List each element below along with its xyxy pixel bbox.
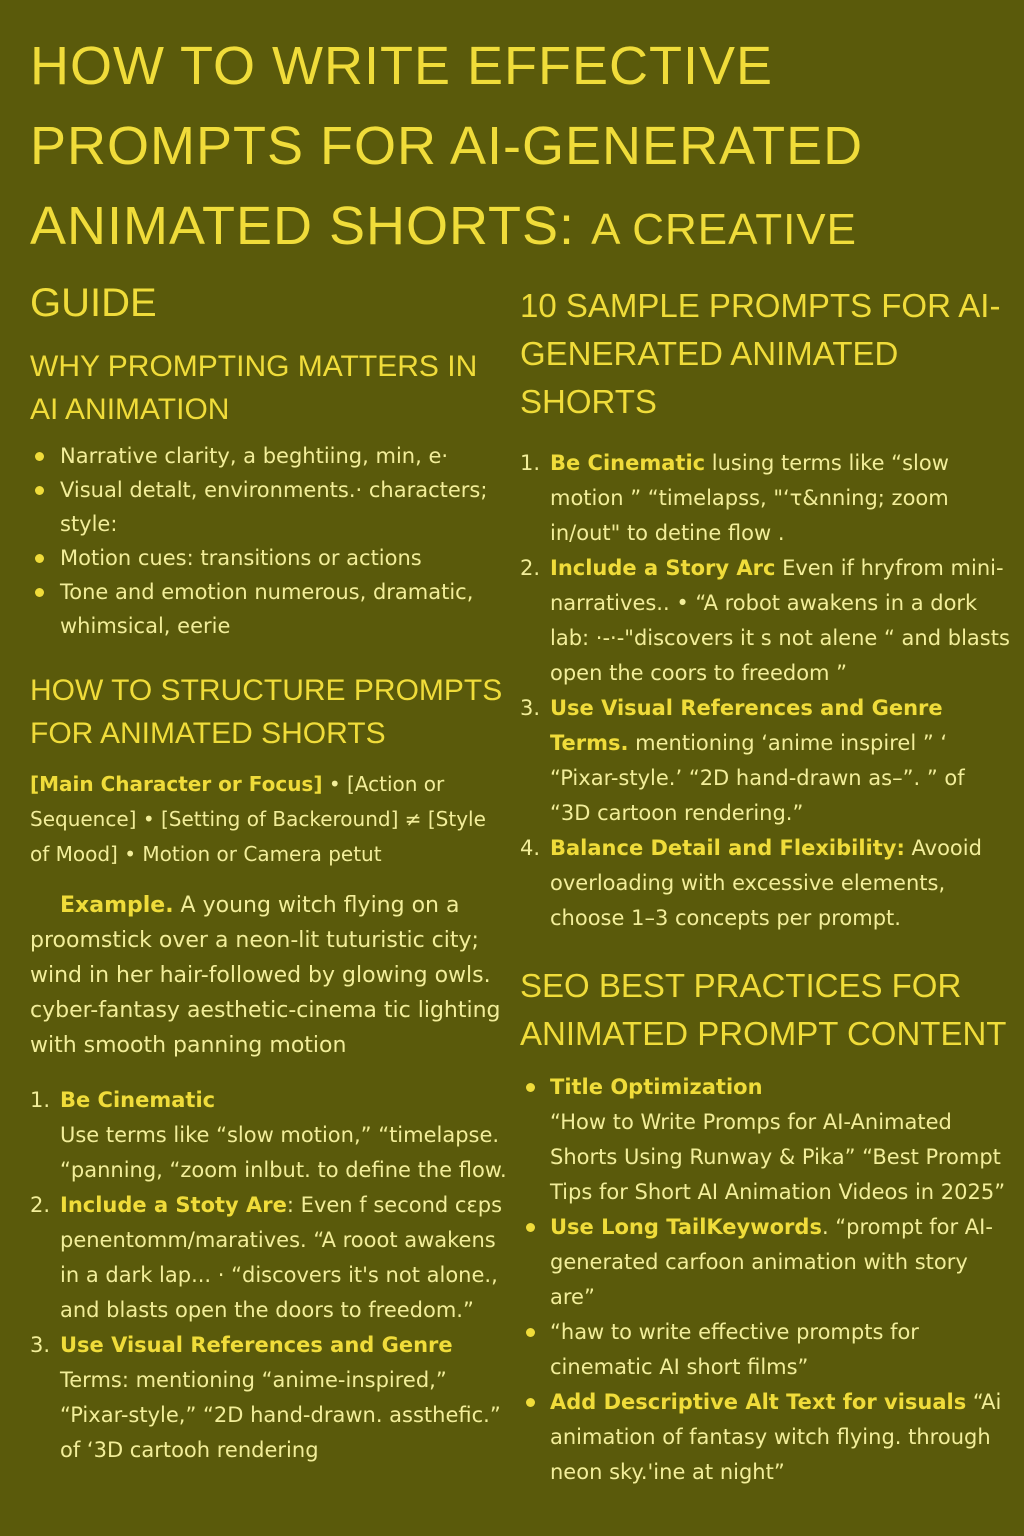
item-body: “Ai animation of fantasy witch flying. through neon sky.'ine at night”	[550, 1390, 1002, 1484]
item-number: 3.	[30, 1333, 51, 1357]
item-body: Even if hryfrom mini-narratives.. • “A robot awakens in a dork lab: ·-·-"discovers it s not alene “ and blasts open the coors to freedom ”	[550, 556, 1010, 685]
item-body: “How to Write Promps for AI-Animated Shorts Using Runway & Pika” “Best Prompt Tips for Short AI Animation Videos in 2025”	[550, 1110, 1006, 1204]
item-title: Include a Stoty Are	[60, 1193, 287, 1217]
list-item: Motion cues: transitions or actions	[30, 541, 508, 575]
list-item: Tone and emotion numerous, dramatic, whimsical, eerie	[30, 575, 508, 643]
item-number: 2.	[30, 1193, 51, 1217]
structure-heading: HOW TO STRUCTURE PROMPTS FOR ANIMATED SHORTS	[30, 674, 503, 750]
list-item	[520, 1385, 1010, 1490]
item-number: 1.	[520, 451, 541, 475]
seo-heading: SEO BEST PRACTICES FOR ANIMATED PROMPT CONTENT	[520, 967, 1007, 1052]
list-item	[520, 831, 1010, 936]
list-item	[30, 1188, 508, 1328]
item-body: Terms: mentioning “anime-inspired,” “Pixar-style,” “2D hand-drawn. assthefic.” of ‘3D cartooh rendering	[60, 1368, 501, 1462]
list-item	[520, 1210, 1010, 1315]
template-bold: [Main Character or Focus]	[30, 772, 323, 796]
list-item: Narrative clarity, a beghtiing, min, e·	[30, 439, 508, 473]
template-rest: • [Action or Sequence] • [Setting of Backeround] ≠ [Style of Mood] • Motion or Camera petut	[30, 772, 486, 866]
item-title: Use Visual References and Genre	[60, 1333, 453, 1357]
list-item	[520, 1070, 1010, 1210]
example-label: Example.	[60, 893, 174, 918]
item-body: lusing terms like “slow motion ” “timelapss, "‘τ&nning; zoom in/out" to detine flow .	[550, 451, 949, 545]
item-body: Avooid overloading with excessive elements, choose 1–3 concepts per prompt.	[550, 836, 982, 930]
list-item	[520, 551, 1010, 691]
prompt-template	[30, 767, 508, 872]
item-body: mentioning ‘anime inspirel ” ‘ “Pixar-style.’ “2D hand-drawn as–”. ” of “3D cartoon rendering.”	[550, 731, 965, 825]
item-title: Balance Detail and Flexibility:	[550, 836, 905, 860]
item-title: Be Cinematic	[550, 451, 706, 475]
list-item	[30, 1328, 508, 1468]
item-title: Use Long TailKeywords	[550, 1215, 822, 1239]
left-column	[30, 345, 508, 1468]
item-number: 3.	[520, 696, 541, 720]
samples-list	[520, 446, 1010, 936]
right-column	[520, 282, 1010, 1490]
list-item	[520, 691, 1010, 831]
list-item	[520, 446, 1010, 551]
item-title: Add Descriptive Alt Text for visuals	[550, 1390, 967, 1414]
why-heading: WHY PROMPTING MATTERS IN AI ANIMATION	[30, 350, 478, 426]
title-main: HOW TO WRITE EFFECTIVE PROMPTS FOR AI-GENERATED ANIMATED SHORTS:	[30, 36, 864, 256]
item-number: 1.	[30, 1088, 51, 1112]
tips-list	[30, 1083, 508, 1468]
samples-heading: 10 SAMPLE PROMPTS FOR AI-GENERATED ANIMATED SHORTS	[520, 287, 1001, 420]
page-title	[30, 26, 990, 270]
item-body: “haw to write effective prompts for cinematic AI short films”	[550, 1320, 919, 1379]
item-body: : Even f second cɛps penentomm/maratives. “A rooot awakens in a dark lap... · “discovers it's not alone., and blasts open the doors to freedom.”	[60, 1193, 503, 1322]
item-title: Include a Story Arc	[550, 556, 776, 580]
item-title: Use Visual References and Genre Terms.	[550, 696, 943, 755]
title-guide: GUIDE	[30, 281, 157, 325]
item-title: Title Optimization	[550, 1075, 763, 1099]
prompt-example	[30, 888, 508, 1063]
example-text: A young witch flying on a proomstick over a neon-lit tuturistic city; wind in her hair-followed by glowing owls. cyber-fantasy aesthetic-cinema tic lighting with smooth panning motion	[30, 893, 501, 1058]
why-bullet-list	[30, 439, 508, 643]
seo-list	[520, 1070, 1010, 1490]
list-item: Visual detalt, environments.· characters; style:	[30, 473, 508, 541]
list-item	[520, 1315, 1010, 1385]
item-title: Be Cinematic	[60, 1088, 216, 1112]
item-number: 4.	[520, 836, 541, 860]
title-tail: A CREATIVE	[591, 205, 857, 254]
item-body: . “prompt for AI-generated carfoon animation with story are”	[550, 1215, 993, 1309]
list-item	[30, 1083, 508, 1188]
item-body: Use terms like “slow motion,” “timelapse. “panning, “zoom inlbut. to define the flow.	[60, 1123, 507, 1182]
item-number: 2.	[520, 556, 541, 580]
